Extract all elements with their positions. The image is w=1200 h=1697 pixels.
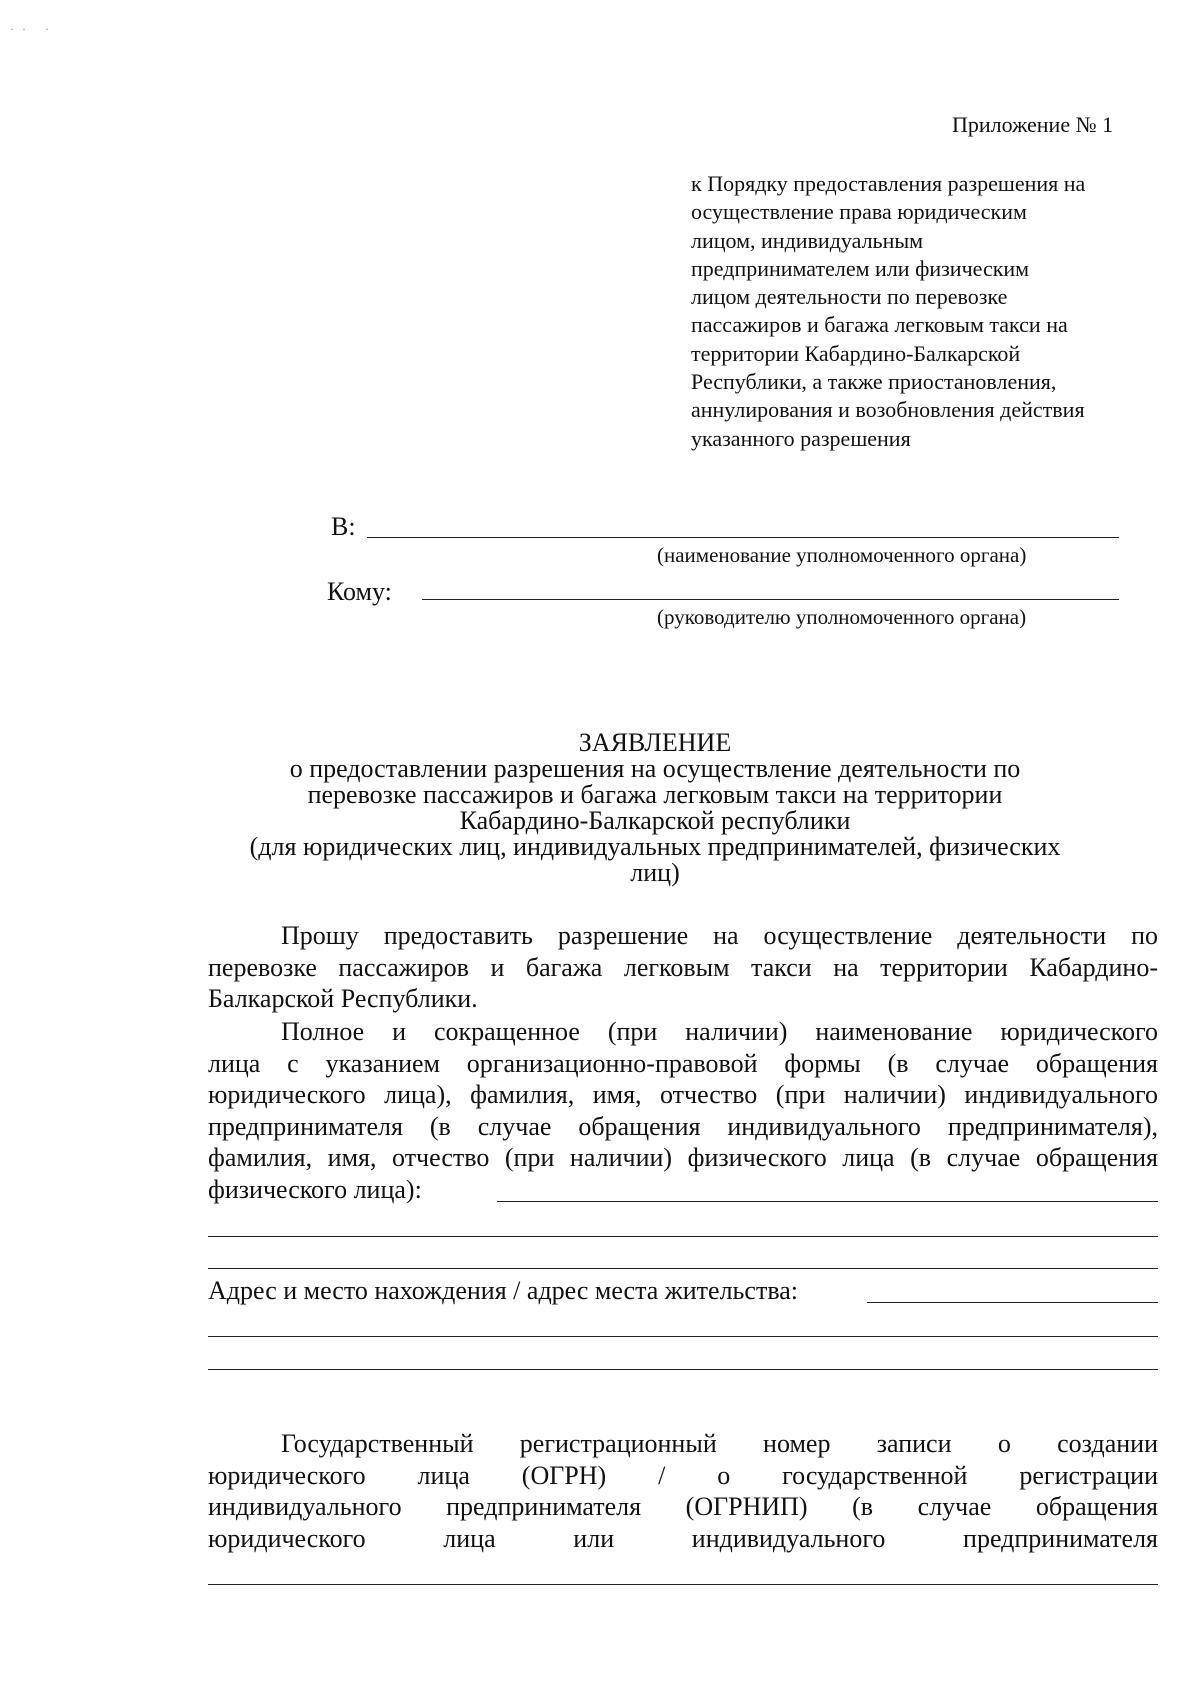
whom-label: Кому: xyxy=(327,577,392,606)
appendix-line: к Порядку предоставления разрешения на xyxy=(691,171,1086,196)
appendix-line: лицом, индивидуальным xyxy=(691,227,924,253)
address-field-line[interactable] xyxy=(867,1302,1158,1303)
paragraph-line: лица с указанием организационно-правовой формы (в случае обращения xyxy=(208,1048,1158,1078)
appendix-line: пассажиров и багажа легковым такси на xyxy=(691,312,1068,338)
registration-paragraph xyxy=(208,1428,1158,1554)
to-hint: (наименование уполномоченного органа) xyxy=(657,543,1027,567)
paragraph-line: Полное и сокращенное (при наличии) наименование юридического xyxy=(281,1017,1158,1046)
statement-subtitle-line: Кабардино-Балкарской республики xyxy=(459,806,851,835)
address-extra-line[interactable] xyxy=(208,1336,1158,1337)
statement-subtitle-line: лиц) xyxy=(630,858,680,887)
appendix-line: лицом деятельности по перевозке xyxy=(691,284,1008,310)
paragraph-line: юридического лица (ОГРН) / о государственной регистрации xyxy=(208,1460,1158,1490)
appendix-line: Республики, а также приостановления, xyxy=(691,369,1057,395)
statement-subtitle-line: (для юридических лиц, индивидуальных предпринимателей, физических xyxy=(249,832,1061,861)
paragraph-line: Государственный регистрационный номер записи о создании xyxy=(281,1429,1158,1458)
whom-hint: (руководителю уполномоченного органа) xyxy=(657,605,1027,629)
paragraph-line: Балкарской Республики. xyxy=(208,984,478,1013)
address-extra-line[interactable] xyxy=(208,1369,1158,1370)
appendix-line: территории Кабардино-Балкарской xyxy=(691,340,1021,366)
paragraph-line: перевозке пассажиров и багажа легковым такси на территории Кабардино- xyxy=(208,952,1158,982)
paragraph-line: физического лица): xyxy=(208,1174,422,1204)
appendix-reference xyxy=(691,170,1161,453)
applicant-name-paragraph xyxy=(208,1016,1158,1205)
request-paragraph xyxy=(208,920,1158,1015)
paragraph-line: индивидуального предпринимателя (ОГРНИП) (в случае обращения xyxy=(208,1492,1158,1521)
statement-heading xyxy=(190,730,1120,886)
paragraph-line: юридического лица или индивидуального предпринимателя xyxy=(208,1523,1158,1553)
statement-title: ЗАЯВЛЕНИЕ xyxy=(578,728,732,757)
paragraph-line: фамилия, имя, отчество (при наличии) физического лица (в случае обращения xyxy=(208,1143,1158,1172)
address-label: Адрес и место нахождения / адрес места жительства: xyxy=(208,1276,799,1305)
applicant-name-field-line[interactable] xyxy=(497,1201,1158,1202)
appendix-line: осуществление права юридическим xyxy=(691,199,1027,225)
appendix-line: указанного разрешения xyxy=(691,425,911,451)
appendix-title: Приложение № 1 xyxy=(952,112,1114,137)
appendix-line: аннулирования и возобновления действия xyxy=(691,397,1085,423)
paragraph-line: юридического лица), фамилия, имя, отчество (при наличии) индивидуального xyxy=(208,1080,1158,1109)
whom-field-line[interactable] xyxy=(422,599,1119,600)
to-label: В: xyxy=(331,512,356,541)
applicant-name-extra-line[interactable] xyxy=(208,1268,1158,1269)
statement-subtitle-line: о предоставлении разрешения на осуществление деятельности по xyxy=(289,754,1021,783)
statement-subtitle-line: перевозке пассажиров и багажа легковым такси на территории xyxy=(307,780,1003,809)
registration-field-line[interactable] xyxy=(208,1584,1158,1585)
paragraph-line: Прошу предоставить разрешение на осуществление деятельности по xyxy=(281,921,1158,950)
paragraph-line: предпринимателя (в случае обращения индивидуального предпринимателя), xyxy=(208,1111,1158,1141)
appendix-line: предпринимателем или физическим xyxy=(691,255,1030,281)
applicant-name-extra-line[interactable] xyxy=(208,1236,1158,1237)
to-field-line[interactable] xyxy=(367,537,1119,538)
scan-artifact: ·· · xyxy=(10,22,57,36)
